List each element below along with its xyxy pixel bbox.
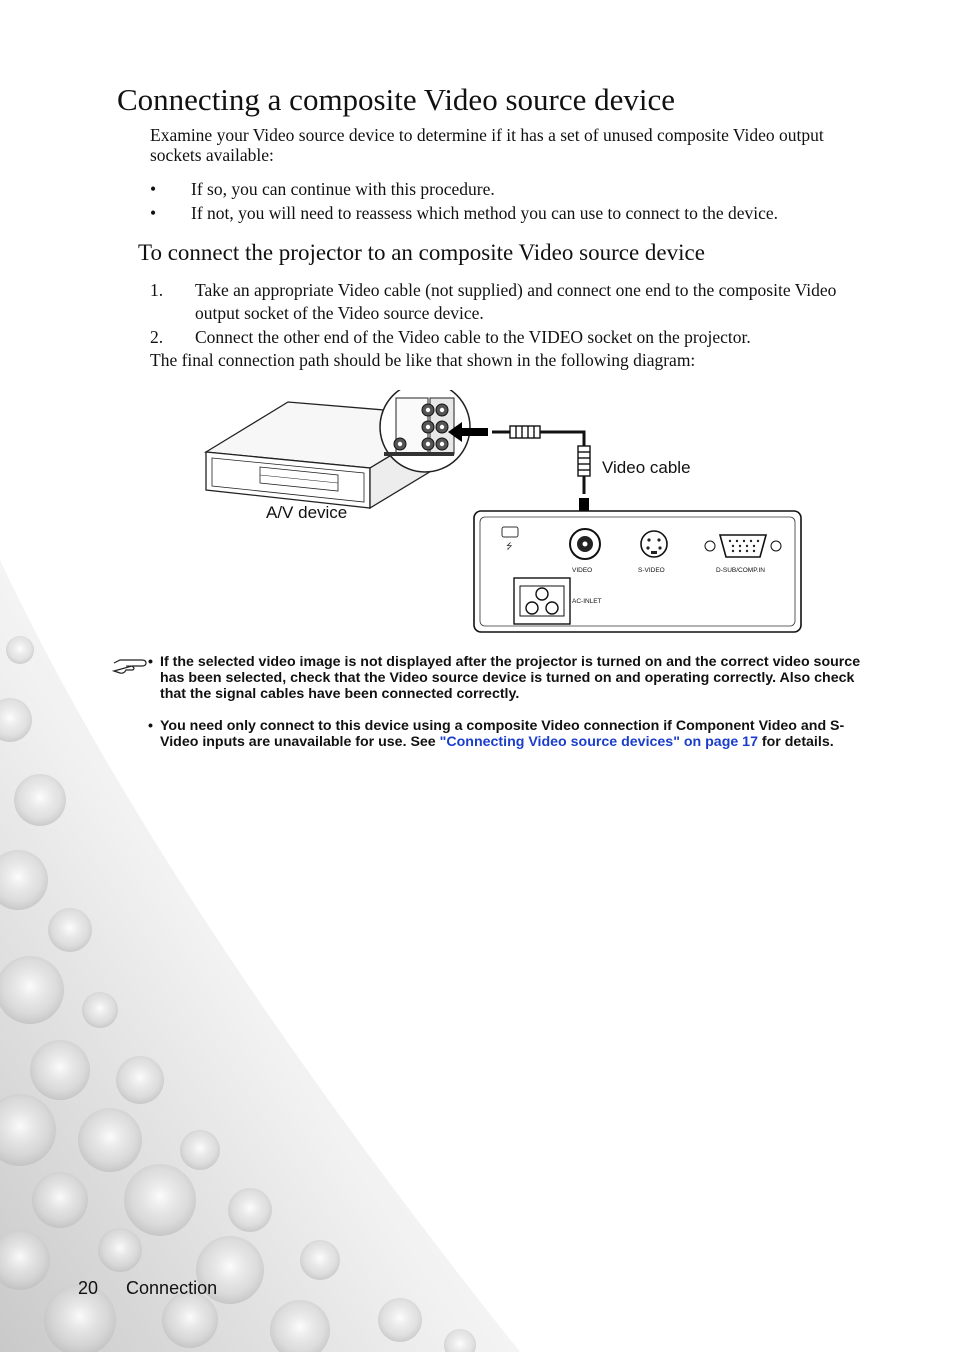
section-subtitle: To connect the projector to an composite Video source device <box>138 240 705 265</box>
bullet-list <box>150 179 870 227</box>
step-text: Connect the other end of the Video cable to the VIDEO socket on the projector. <box>195 327 751 347</box>
list-item <box>150 203 870 227</box>
svg-text:⭍: ⭍ <box>506 542 513 551</box>
note-text: If the selected video image is not displayed after the projector is turned on and the correct video source has been selected, check that the Video source device is turned on and operating correctly. Also check that the signal cables have been connected correctly. <box>160 654 861 702</box>
step-number: 2. <box>150 327 164 347</box>
step-text: Take an appropriate Video cable (not supplied) and connect one end to the composite Video output socket of the Video source device. <box>195 280 837 323</box>
note-item <box>148 718 868 750</box>
pointing-hand-icon <box>112 655 148 675</box>
intro-paragraph: Examine your Video source device to determine if it has a set of unused composite Video output sockets available: <box>150 125 824 165</box>
page-title: Connecting a composite Video source device <box>117 82 675 117</box>
cross-reference-link[interactable]: "Connecting Video source devices" on page 17 <box>439 734 758 750</box>
step-list <box>150 279 860 350</box>
bullet-glyph: • <box>150 179 157 199</box>
note-item <box>148 654 868 702</box>
video-cable-illustration <box>492 426 590 494</box>
step-number: 1. <box>150 280 164 300</box>
connection-diagram <box>200 390 810 635</box>
bullet-text: If not, you will need to reassess which method you can use to connect to the device. <box>191 203 779 223</box>
list-item <box>150 279 860 325</box>
list-item <box>150 179 870 203</box>
port-label-ac-inlet: AC-INLET <box>572 598 602 605</box>
port-label-video: VIDEO <box>572 567 593 574</box>
page-number: 20 <box>78 1278 99 1298</box>
port-label-d-sub: D-SUB/COMP.IN <box>716 567 765 574</box>
notes-block <box>148 654 868 750</box>
page-footer <box>78 1278 217 1299</box>
av-device-label: A/V device <box>266 503 348 522</box>
note-text: for details. <box>757 734 834 750</box>
note-bullet: • <box>148 718 153 734</box>
bullet-text: If so, you can continue with this procedure. <box>191 179 495 199</box>
footer-section-name: Connection <box>126 1278 218 1298</box>
list-item <box>150 326 860 349</box>
video-cable-label: Video cable <box>602 458 691 477</box>
note-bullet: • <box>148 654 153 670</box>
bullet-glyph: • <box>150 203 157 223</box>
note-text: You need only connect to this device using a composite Video connection if Component Video and S-Video inputs are unavailable for use. See <box>160 718 845 750</box>
port-label-s-video: S-VIDEO <box>638 567 665 574</box>
final-paragraph: The final connection path should be like that shown in the following diagram: <box>150 350 696 370</box>
